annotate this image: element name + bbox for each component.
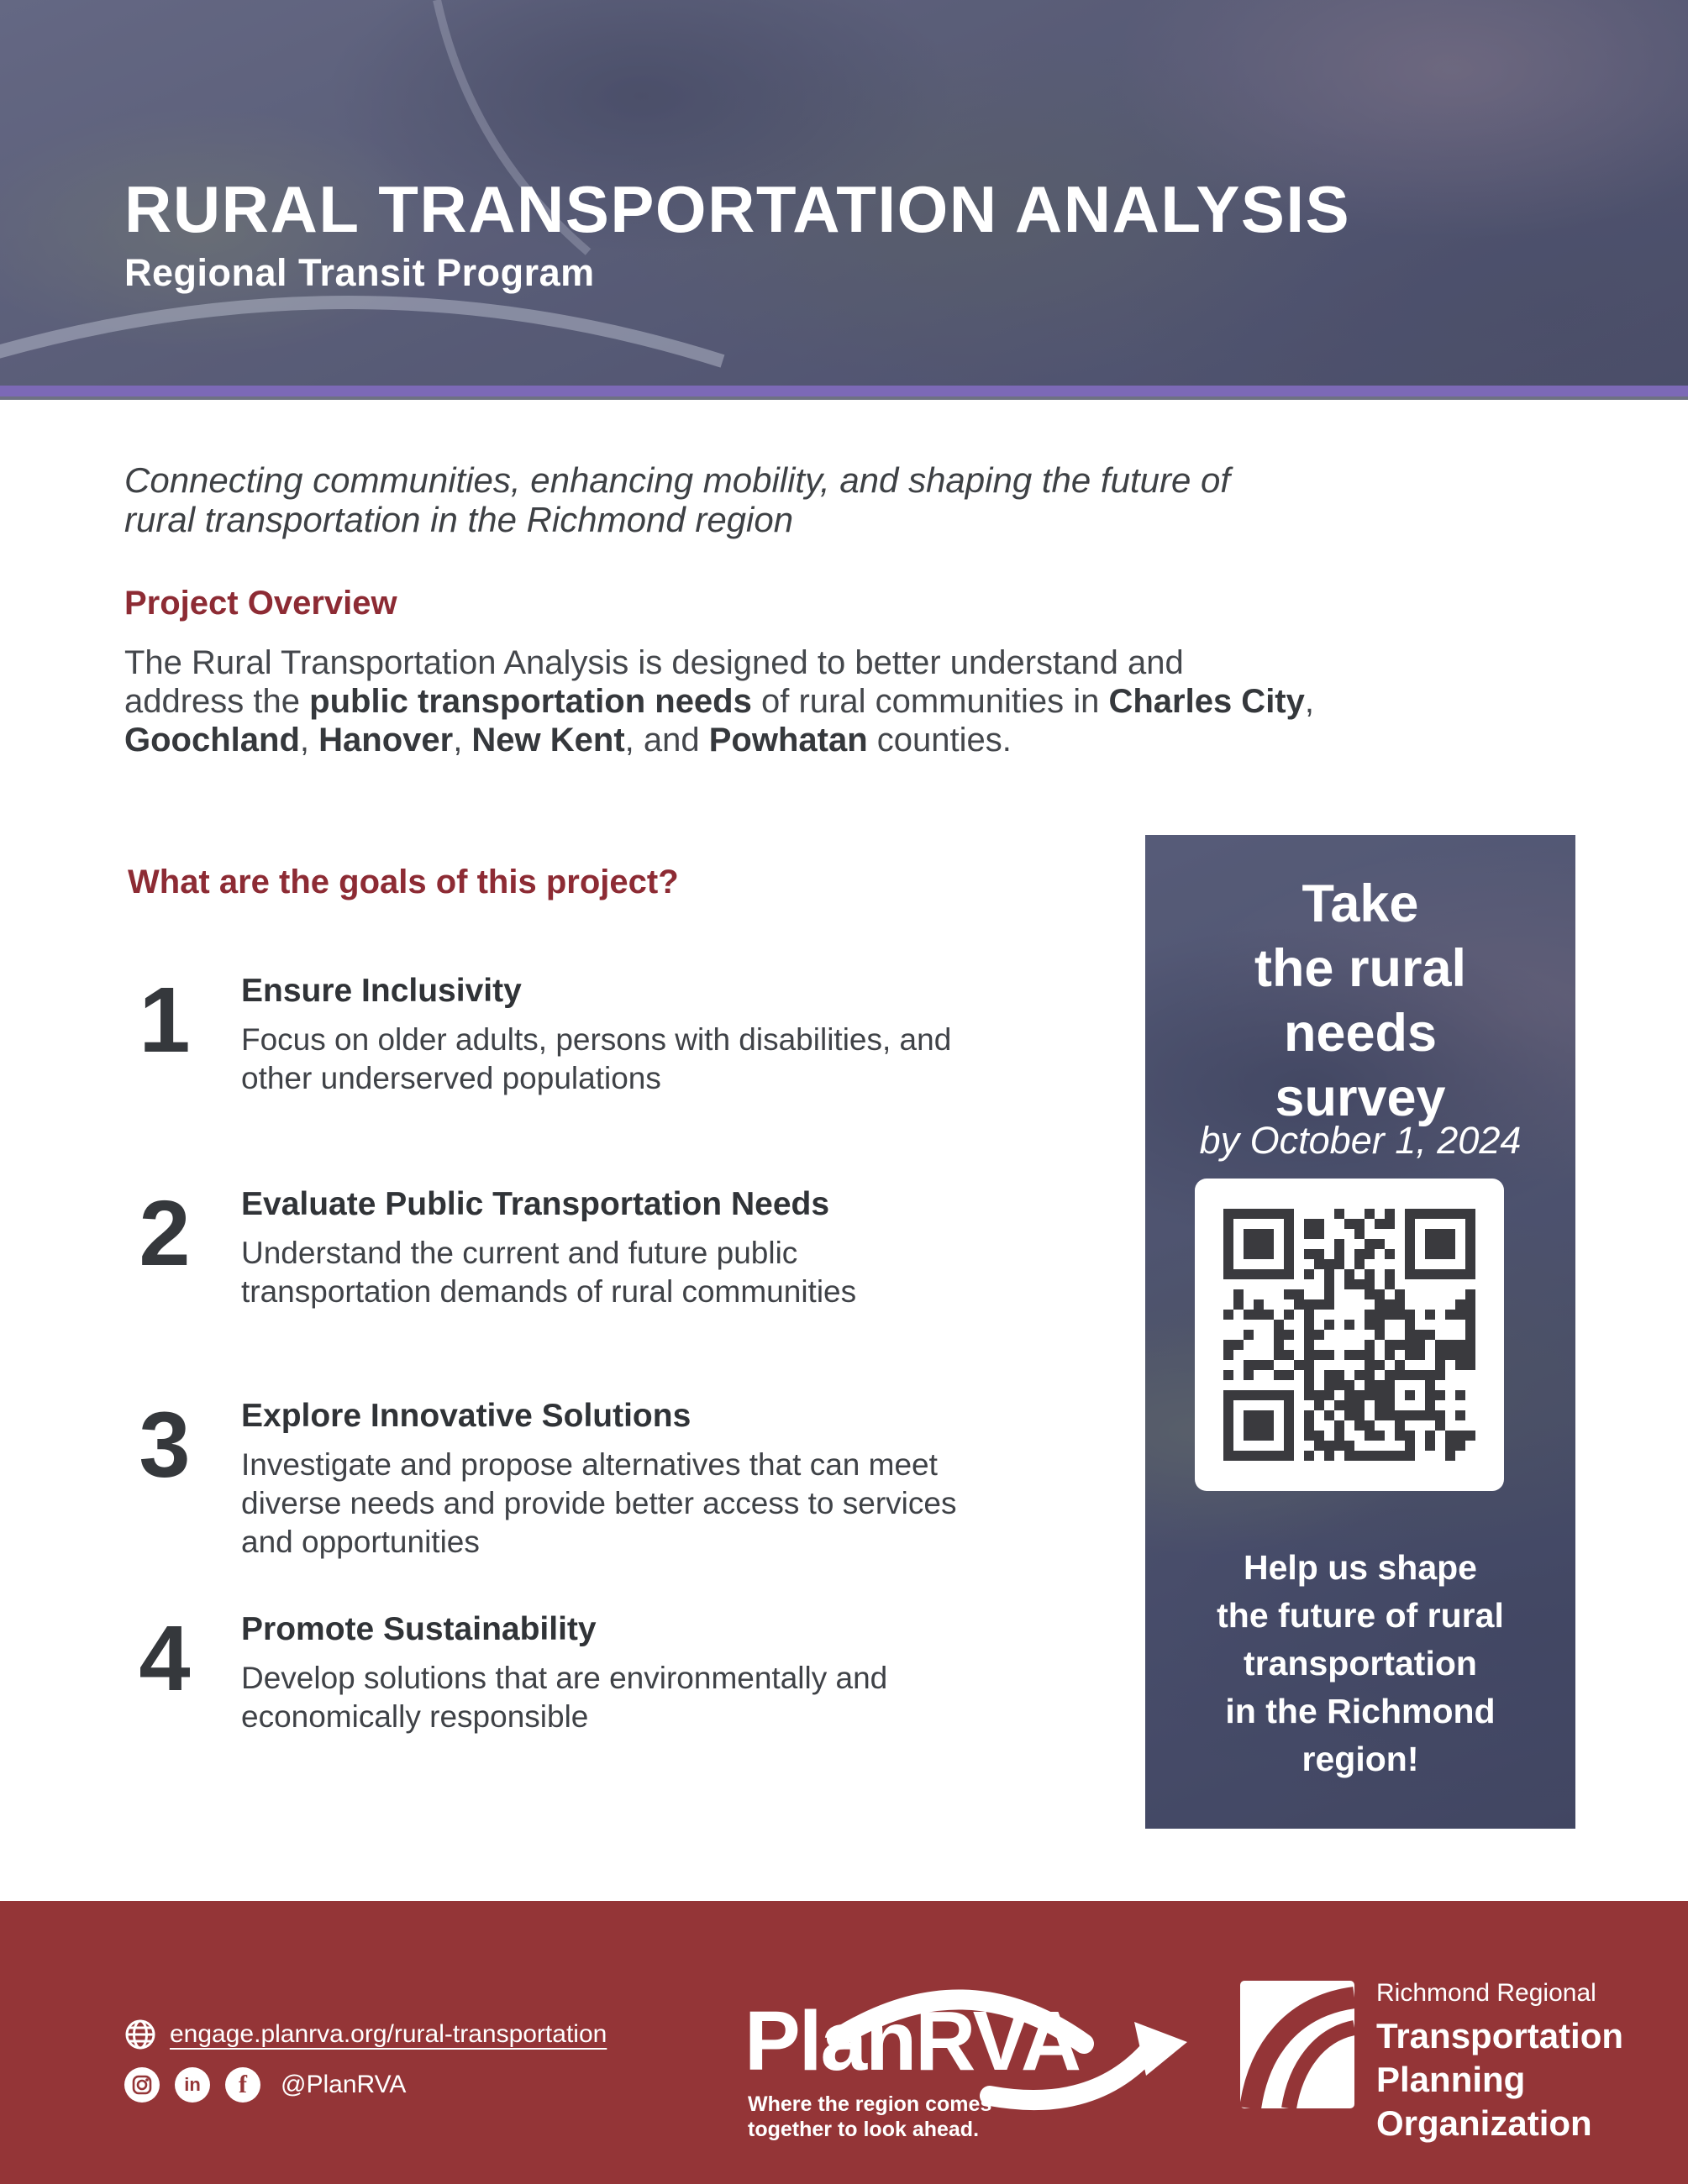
project-overview-heading: Project Overview xyxy=(124,585,397,622)
goal-title: Evaluate Public Transportation Needs xyxy=(241,1186,830,1222)
project-overview-body: The Rural Transportation Analysis is designed to better understand and address the public transportation needs of rural communities in Charles City, Goochland, Hanover, New Kent, and Powhatan counties. xyxy=(124,644,1314,759)
goal-number: 3 xyxy=(139,1394,191,1497)
goal-item-2 xyxy=(118,1182,1059,1311)
rrtpo-road-mark-icon xyxy=(1240,1981,1354,2108)
linkedin-icon[interactable]: in xyxy=(175,2067,210,2103)
rrtpo-logo xyxy=(1240,1979,1688,2164)
qr-code-icon xyxy=(1223,1209,1475,1461)
header-photo xyxy=(0,0,1688,386)
rrtpo-name: Transportation Planning Organization xyxy=(1376,2016,1624,2143)
goal-number: 4 xyxy=(139,1607,191,1710)
footer xyxy=(0,1901,1688,2184)
rrtpo-region-label: Richmond Regional xyxy=(1376,1979,1596,2007)
facebook-icon[interactable]: f xyxy=(225,2067,260,2103)
qr-code-panel xyxy=(1195,1179,1504,1491)
page-title: RURAL TRANSPORTATION ANALYSIS xyxy=(124,172,1351,246)
goal-description: Focus on older adults, persons with disabilities, and other underserved populations xyxy=(241,1022,952,1095)
purple-divider xyxy=(0,386,1688,396)
planrva-logo-wordmark: PlanRVA xyxy=(744,1994,1081,2088)
goal-item-1 xyxy=(118,969,1059,1098)
goal-item-3 xyxy=(118,1394,1059,1562)
goal-number: 2 xyxy=(139,1182,191,1285)
instagram-icon[interactable] xyxy=(124,2067,160,2103)
goal-number: 1 xyxy=(139,969,191,1072)
survey-card xyxy=(1145,835,1575,1829)
goal-title: Promote Sustainability xyxy=(241,1611,597,1647)
planrva-tagline: Where the region comes together to look ahead. xyxy=(748,2092,992,2141)
website-link[interactable]: engage.planrva.org/rural-transportation xyxy=(170,2020,607,2048)
goal-item-4 xyxy=(118,1607,1059,1736)
goal-title: Explore Innovative Solutions xyxy=(241,1398,692,1434)
survey-deadline: by October 1, 2024 xyxy=(1199,1119,1522,1162)
goals-heading: What are the goals of this project? xyxy=(128,864,679,900)
goal-description: Investigate and propose alternatives that can meet diverse needs and provide better access to services and opportunities xyxy=(241,1447,957,1559)
tagline: Connecting communities, enhancing mobility, and shaping the future of rural transportation in the Richmond region xyxy=(124,460,1231,539)
goal-description: Develop solutions that are environmentally and economically responsible xyxy=(241,1661,888,1734)
social-handle[interactable]: @PlanRVA xyxy=(281,2071,407,2098)
planrva-logo xyxy=(738,1985,1196,2166)
goal-description: Understand the current and future public transportation demands of rural communities xyxy=(241,1236,857,1309)
page-subtitle: Regional Transit Program xyxy=(124,251,595,294)
survey-card-message: Help us shape the future of rural transportation in the Richmond region! xyxy=(1217,1548,1504,1778)
divider-shadow xyxy=(0,396,1688,400)
globe-icon xyxy=(124,2019,156,2050)
survey-card-title: Take the rural needs survey xyxy=(1254,874,1467,1127)
goal-title: Ensure Inclusivity xyxy=(241,973,522,1009)
